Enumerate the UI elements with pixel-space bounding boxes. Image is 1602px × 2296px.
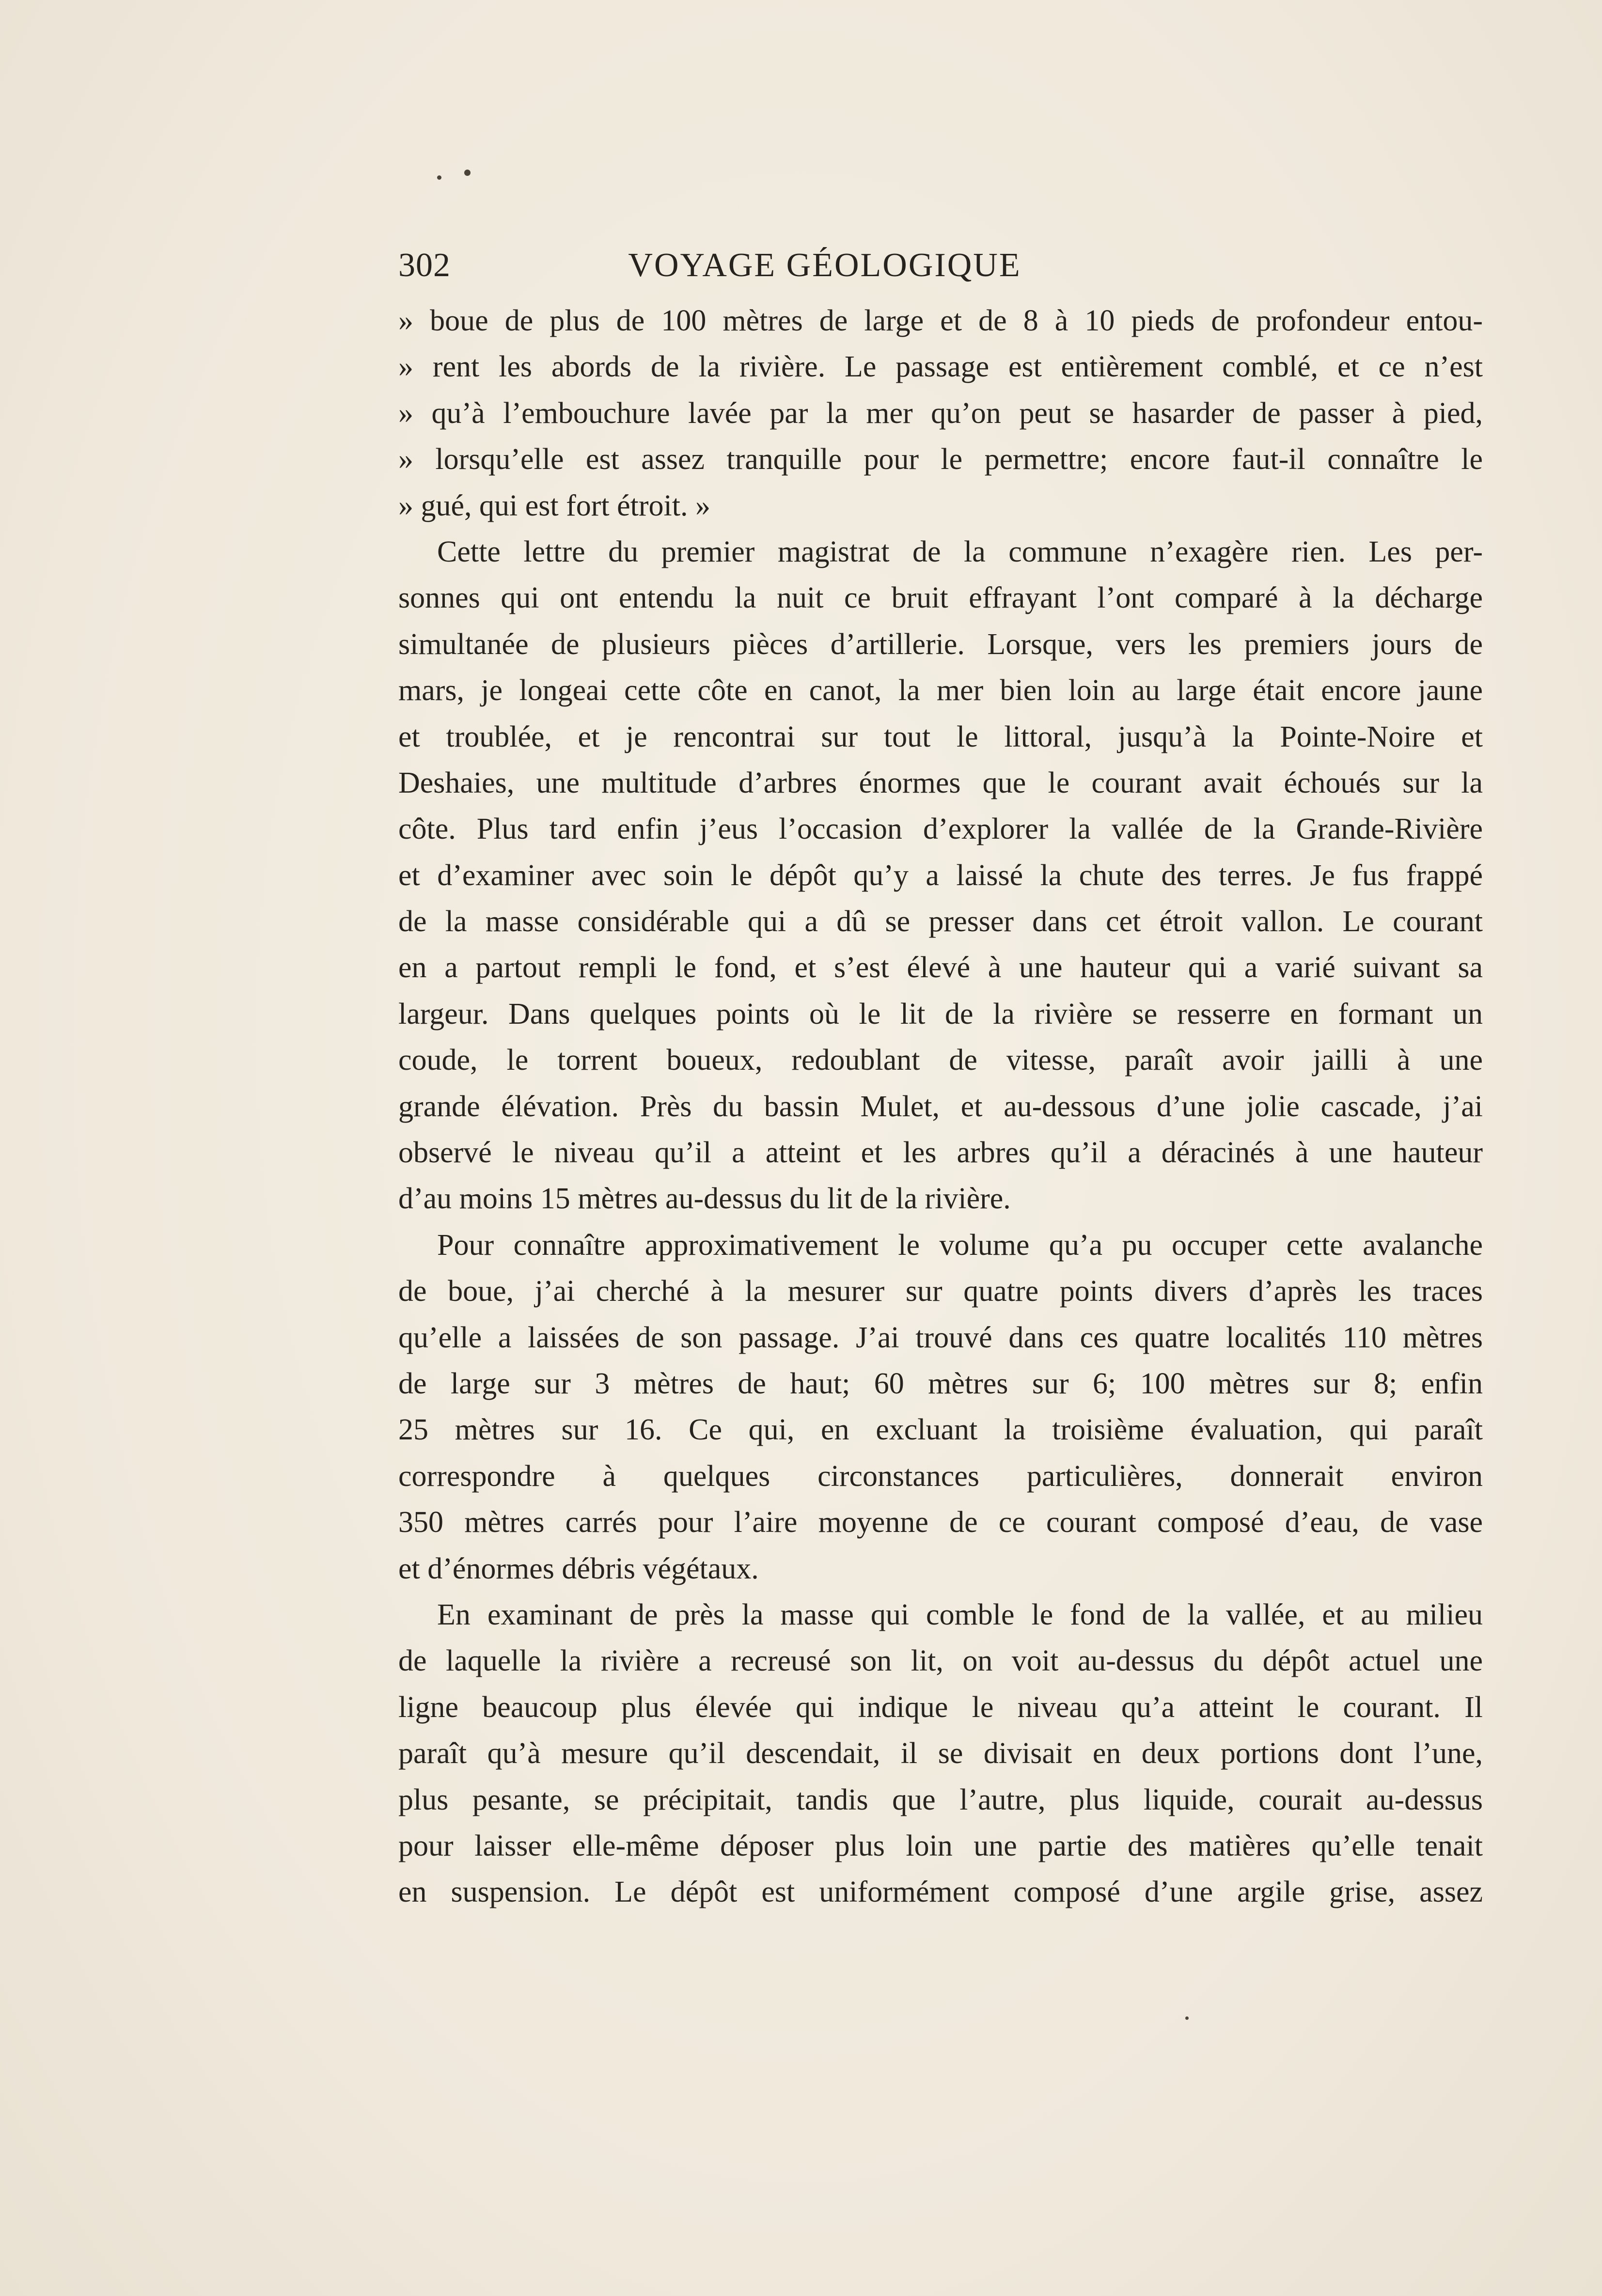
text-line: 25 mètres sur 16. Ce qui, en excluant la troisième évaluation, qui paraît <box>398 1413 1483 1447</box>
running-title: VOYAGE GÉOLOGIQUE <box>628 247 1021 284</box>
text-line: ligne beaucoup plus élevée qui indique le niveau qu’a atteint le courant. Il <box>398 1690 1483 1724</box>
text-line: en suspension. Le dépôt est uniformément composé d’une argile grise, assez <box>398 1875 1483 1909</box>
text-line: » lorsqu’elle est assez tranquille pour le permettre; encore faut-il connaître le <box>398 443 1483 476</box>
ink-speck <box>437 175 441 180</box>
text-line: Pour connaître approximativement le volume qu’a pu occuper cette avalanche <box>437 1228 1483 1262</box>
running-header <box>398 244 1483 287</box>
text-line: » qu’à l’embouchure lavée par la mer qu’on peut se hasarder de passer à pied, <box>398 396 1483 430</box>
text-line: et d’examiner avec soin le dépôt qu’y a laissé la chute des terres. Je fus frappé <box>398 859 1483 892</box>
text-line: » boue de plus de 100 mètres de large et de 8 à 10 pieds de profondeur entou- <box>398 304 1483 337</box>
text-line: de la masse considérable qui a dû se presser dans cet étroit vallon. Le courant <box>398 905 1483 938</box>
body-text <box>398 298 1483 1916</box>
text-line: sonnes qui ont entendu la nuit ce bruit effrayant l’ont comparé à la décharge <box>398 581 1483 615</box>
text-line: 350 mètres carrés pour l’aire moyenne de ce courant composé d’eau, de vase <box>398 1506 1483 1539</box>
text-line: pour laisser elle-même déposer plus loin une partie des matières qu’elle tenait <box>398 1829 1483 1862</box>
text-line: en a partout rempli le fond, et s’est élevé à une hauteur qui a varié suivant sa <box>398 951 1483 984</box>
text-line: Cette lettre du premier magistrat de la commune n’exagère rien. Les per- <box>437 535 1483 568</box>
text-line: coude, le torrent boueux, redoublant de vitesse, paraît avoir jailli à une <box>398 1044 1483 1077</box>
text-line: et d’énormes débris végétaux. <box>398 1552 759 1585</box>
text-line: de large sur 3 mètres de haut; 60 mètres sur 6; 100 mètres sur 8; enfin <box>398 1367 1483 1400</box>
text-line: correspondre à quelques circonstances particulières, donnerait environ <box>398 1459 1483 1493</box>
ink-speck <box>1185 2016 1189 2020</box>
page-number: 302 <box>398 247 451 284</box>
ink-speck <box>464 170 471 176</box>
text-line: simultanée de plusieurs pièces d’artillerie. Lorsque, vers les premiers jours de <box>398 627 1483 661</box>
text-line: » rent les abords de la rivière. Le passage est entièrement comblé, et ce n’est <box>398 350 1483 384</box>
text-line: observé le niveau qu’il a atteint et les arbres qu’il a déracinés à une hauteur <box>398 1136 1483 1170</box>
text-line: de boue, j’ai cherché à la mesurer sur quatre points divers d’après les traces <box>398 1275 1483 1308</box>
text-line: » gué, qui est fort étroit. » <box>398 489 710 522</box>
text-line: qu’elle a laissées de son passage. J’ai trouvé dans ces quatre localités 110 mètres <box>398 1321 1483 1354</box>
text-line: de laquelle la rivière a recreusé son lit, on voit au-dessus du dépôt actuel une <box>398 1644 1483 1678</box>
text-line: et troublée, et je rencontrai sur tout le littoral, jusqu’à la Pointe-Noire et <box>398 720 1483 753</box>
text-line: mars, je longeai cette côte en canot, la mer bien loin au large était encore jaune <box>398 674 1483 707</box>
text-line: côte. Plus tard enfin j’eus l’occasion d’explorer la vallée de la Grande-Rivière <box>398 812 1483 846</box>
text-line: largeur. Dans quelques points où le lit de la rivière se resserre en formant un <box>398 997 1483 1031</box>
text-line: plus pesante, se précipitait, tandis que l’autre, plus liquide, courait au-dessus <box>398 1783 1483 1816</box>
text-line: En examinant de près la masse qui comble le fond de la vallée, et au milieu <box>437 1598 1483 1631</box>
text-line: grande élévation. Près du bassin Mulet, et au-dessous d’une jolie cascade, j’ai <box>398 1090 1483 1123</box>
text-line: d’au moins 15 mètres au-dessus du lit de la rivière. <box>398 1182 1011 1216</box>
text-line: Deshaies, une multitude d’arbres énormes que le courant avait échoués sur la <box>398 766 1483 799</box>
text-line: paraît qu’à mesure qu’il descendait, il se divisait en deux portions dont l’une, <box>398 1737 1483 1770</box>
